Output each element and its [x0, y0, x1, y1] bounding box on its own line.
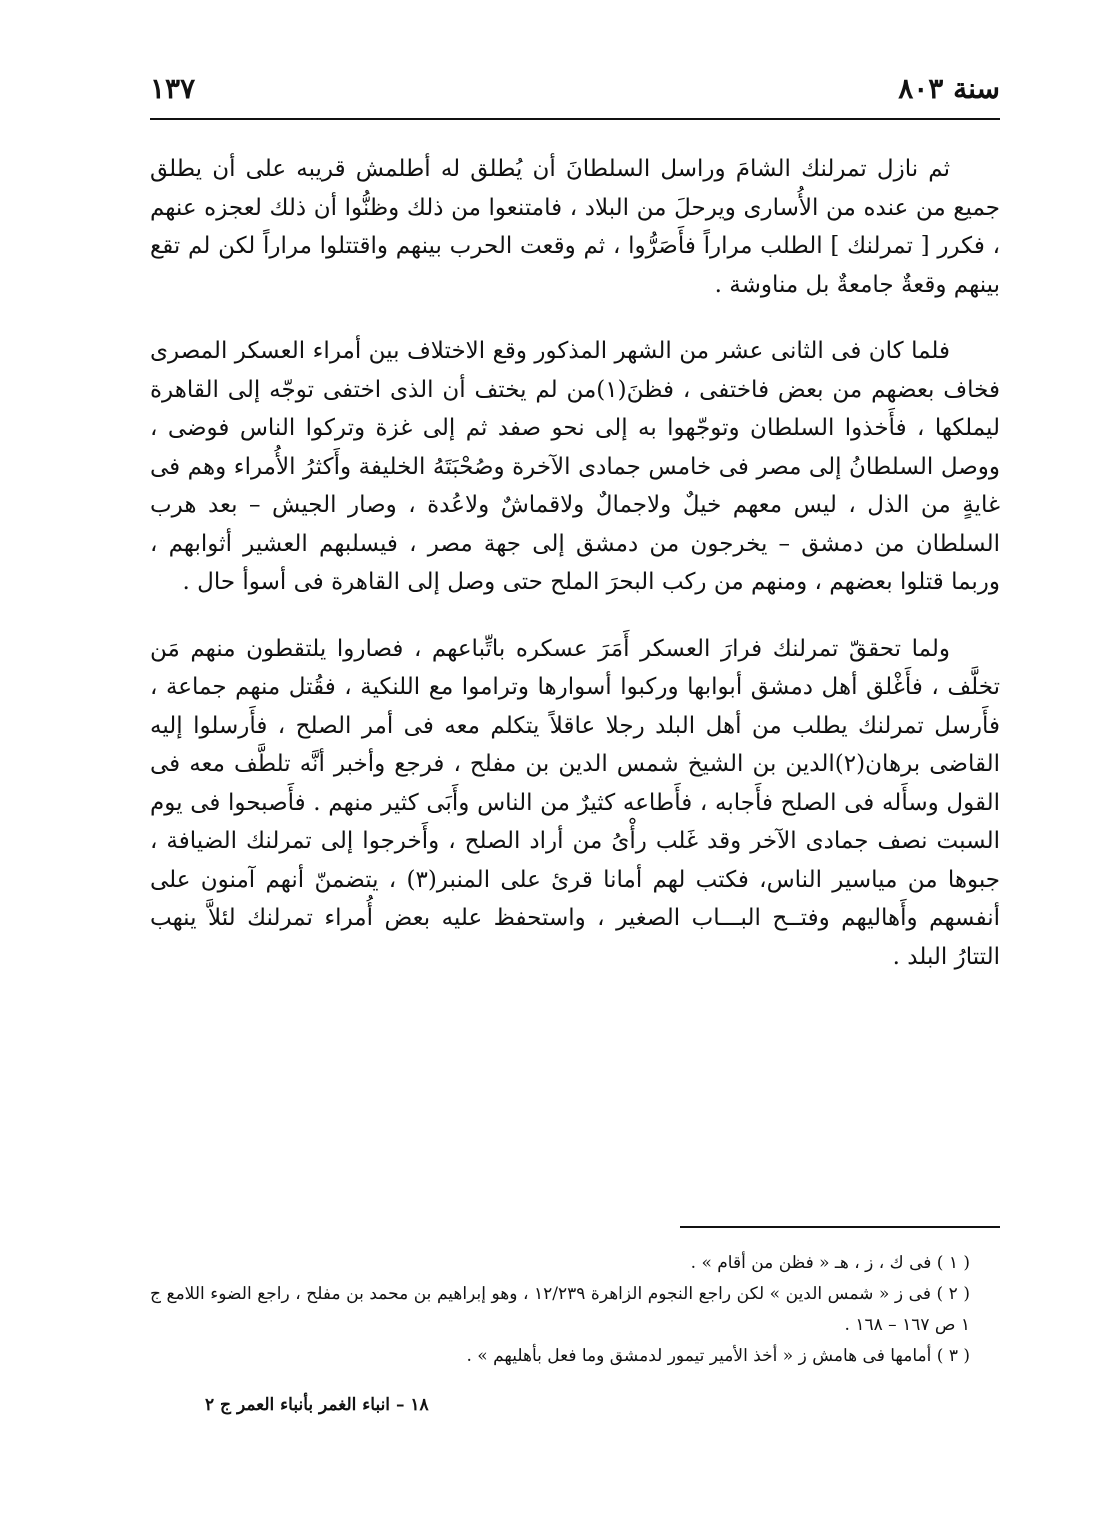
- paragraph: ثم نازل تمرلنك الشامَ وراسل السلطانَ أن يُطلق له أطلمش قريبه على أن يطلق جميع من عنده من الأُسارى ويرحلَ من البلاد ، فامتنعوا من ذلك وظنُّوا أن ذلك لعجزه عنهم ، فكرر [ تمرلنك ] الطلب مراراً فأَصَرُّوا ، ثم وقعت الحرب بينهم واقتتلوا مراراً لكن لم تقع بينهم وقعةٌ جامعةٌ بل مناوشة .: [150, 156, 1000, 298]
- header-rule: [150, 118, 1000, 120]
- page-header: [150, 72, 1000, 112]
- paragraph: ولما تحققّ تمرلنك فرارَ العسكر أَمَرَ عسكره باتِّباعهم ، فصاروا يلتقطون منهم مَن تخلَّف ، فأَغْلق أهل دمشق أبوابها وركبوا أسوارها وتراموا مع اللنكية ، فقُتل منهم جماعة ، فأَرسل تمرلنك يطلب من أهل البلد رجلا عاقلاً يتكلم معه فى أمر الصلح ، فأَرسلوا إليه القاضى برهان(٢)الدين بن الشيخ شمس الدين بن مفلح ، فرجع وأخبر أنَّه تلطَّف معه فى القول وسأَله فى الصلح فأَجابه ، فأَطاعه كثيرٌ من الناس وأَبَى كثير منهم . فأَصبحوا فى يوم السبت نصف جمادى الآخر وقد غَلب رأْىُ من أراد الصلح ، وأَخرجوا إلى تمرلنك الضيافة ، جبوها من مياسير الناس، فكتب لهم أمانا قرئ على المنبر(٣) ، يتضمنّ أنهم آمنون على أنفسهم وأَهاليهم وفتــح البـــاب الصغير ، واستحفظ عليه بعض أُمراء تمرلنك لئلاَّ ينهب التتارُ البلد .: [150, 635, 1000, 970]
- footnote: ( ٢ ) فى ز « شمس الدين » لكن راجع النجوم الزاهرة ١٢/٢٣٩ ، وهو إبراهيم بن محمد بن مفلح ، راجع الضوء اللامع ج ١ ص ١٦٧ – ١٦٨ .: [150, 1284, 970, 1335]
- signature-line: ١٨ – انباء الغمر بأنباء العمر ج ٢: [205, 1395, 429, 1415]
- main-text: [150, 150, 1000, 1004]
- page-number: ١٣٧: [150, 72, 196, 105]
- footnote-rule: [680, 1226, 1000, 1228]
- header-year: سنة ٨٠٣: [898, 72, 1000, 105]
- paragraph: فلما كان فى الثانى عشر من الشهر المذكور وقع الاختلاف بين أمراء العسكر المصرى فخاف بعضهم من بعض فاختفى ، فظنَ(١)من لم يختف أن الذى اختفى توجّه إلى القاهرة ليملكها ، فأَخذوا السلطان وتوجّهوا به إلى نحو صفد ثم إلى غزة وتركوا الناس فوضى ، ووصل السلطانُ إلى مصر فى خامس جمادى الآخرة وصُحْبَتَهُ الخليفة وأَكثرُ الأُمراء وهم فى غايةٍ من الذل ، ليس معهم خيلٌ ولاجمالٌ ولاقماشٌ ولاعُدة ، وصار الجيش – بعد هرب السلطان من دمشق – يخرجون من دمشق إلى جهة مصر ، فيسلبهم العشير أثوابهم ، وربما قتلوا بعضهم ، ومنهم من ركب البحرَ الملح حتى وصل إلى القاهرة فى أسوأ حال .: [150, 338, 1000, 595]
- footnote: ( ٣ ) أمامها فى هامش ز « أخذ الأمير تيمور لدمشق وما فعل بأهليهم » .: [466, 1346, 970, 1366]
- footnotes: [150, 1248, 1000, 1372]
- footnote: ( ١ ) فى ك ، ز ، هـ « فظن من أقام » .: [690, 1253, 970, 1273]
